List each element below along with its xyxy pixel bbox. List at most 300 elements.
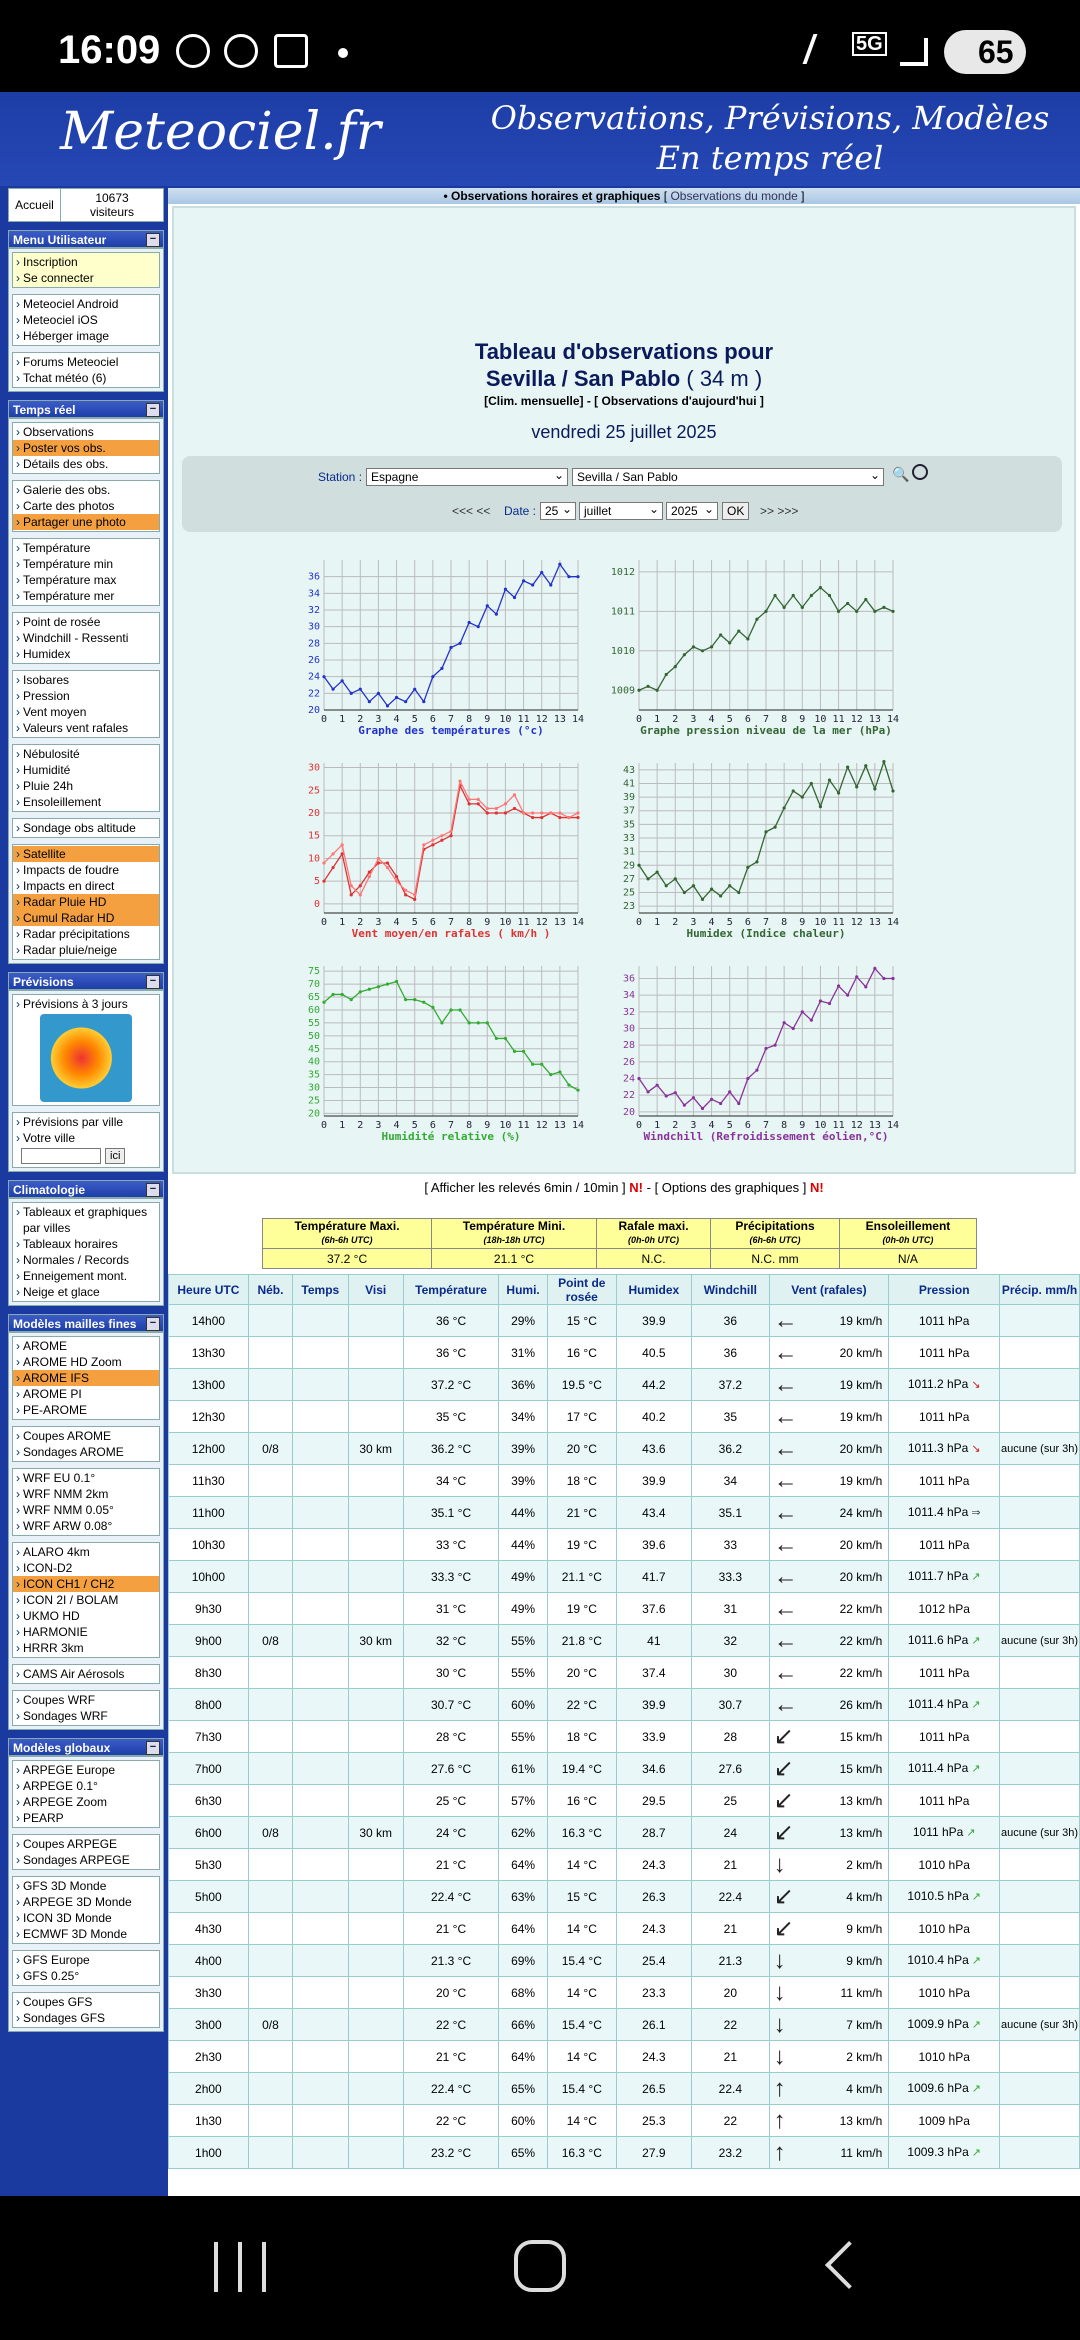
menu-group — [12, 844, 160, 960]
cell-wind — [769, 2137, 889, 2169]
cell-weather — [293, 1593, 348, 1625]
x-tick-label: 6 — [744, 917, 751, 928]
menu-group — [12, 744, 160, 812]
x-tick-label: 1 — [339, 1120, 346, 1131]
menu-item[interactable]: › Coupes GFS — [13, 1994, 159, 2010]
new-badge: N! — [629, 1180, 644, 1195]
data-point — [468, 621, 471, 624]
menu-item[interactable]: › Prévisions par ville — [13, 1114, 159, 1130]
cell-humidity: 34% — [499, 1401, 548, 1433]
data-point — [350, 884, 353, 887]
cell-humidex: 24.3 — [616, 1913, 691, 1945]
menu-group — [12, 1690, 160, 1726]
menu-item[interactable]: › ALARO 4km — [13, 1544, 159, 1560]
menu-item[interactable]: › Radar Pluie HD — [13, 894, 159, 910]
city-input[interactable] — [21, 1148, 101, 1164]
menu-item[interactable]: › Meteociel iOS — [13, 312, 159, 328]
menu-item[interactable]: › PEARP — [13, 1810, 159, 1826]
recent-apps-button[interactable] — [214, 2242, 266, 2292]
menu-item[interactable]: › Humidité — [13, 762, 159, 778]
data-point — [891, 610, 894, 613]
menu-item[interactable]: › Vent moyen — [13, 704, 159, 720]
data-point — [837, 791, 840, 794]
menu-item[interactable]: › Impacts en direct — [13, 878, 159, 894]
year-select[interactable]: 2025 ⌄ — [666, 502, 718, 520]
cell-pressure — [889, 1593, 1000, 1625]
cell-wind — [769, 1881, 889, 1913]
menu-item[interactable]: › WRF ARW 0.08° — [13, 1518, 159, 1534]
menu-item[interactable]: › AROME — [13, 1338, 159, 1354]
cell-dewpoint: 14 °C — [547, 2105, 616, 2137]
menu-item[interactable]: › Température min — [13, 556, 159, 572]
day-select[interactable]: 25 ⌄ — [540, 502, 576, 520]
pressure-value: 1011.6 hPa — [907, 1633, 969, 1647]
menu-item[interactable]: › Galerie des obs. — [13, 482, 159, 498]
data-point — [431, 1006, 434, 1009]
summary-header — [839, 1219, 976, 1249]
x-tick-label: 8 — [781, 1120, 788, 1131]
data-point — [377, 985, 380, 988]
cell-nebulosity: 0/8 — [248, 1625, 292, 1657]
data-point — [486, 807, 489, 810]
today-obs-link[interactable]: [ Observations d'aujourd'hui ] — [594, 394, 764, 408]
y-tick-label: 29 — [622, 860, 635, 872]
menu-item[interactable]: › Pluie 24h — [13, 778, 159, 794]
menu-item[interactable]: › Meteociel Android — [13, 296, 159, 312]
menu-item[interactable]: › ICON 3D Monde — [13, 1910, 159, 1926]
cell-dewpoint: 15.4 °C — [547, 1945, 616, 1977]
wind-speed: 19 km/h — [839, 1313, 883, 1328]
menu-panel-previsions — [8, 990, 164, 1172]
menu-panel-globaux — [8, 1756, 164, 2032]
menu-item[interactable]: › Coupes AROME — [13, 1428, 159, 1444]
cell-humidity: 55% — [499, 1625, 548, 1657]
menu-item[interactable]: › Valeurs vent rafales — [13, 720, 159, 736]
cell-temperature: 36 °C — [403, 1305, 498, 1337]
data-point — [801, 795, 804, 798]
menu-item[interactable]: › AROME PI — [13, 1386, 159, 1402]
cell-time: 6h00 — [169, 1817, 249, 1849]
data-point — [701, 649, 704, 652]
home-link[interactable]: Accueil — [9, 189, 61, 221]
data-point — [719, 1102, 722, 1105]
cell-nebulosity — [248, 1593, 292, 1625]
cell-visibility — [348, 1401, 403, 1433]
cell-time: 4h00 — [169, 1945, 249, 1977]
x-tick-label: 5 — [411, 714, 418, 725]
menu-item[interactable]: › Sondages GFS — [13, 2010, 159, 2026]
cell-humidity: 39% — [499, 1465, 548, 1497]
menu-item[interactable]: › Inscription — [13, 254, 159, 270]
data-point — [846, 765, 849, 768]
data-point — [792, 594, 795, 597]
summary-value: N/A — [839, 1249, 976, 1269]
data-point — [486, 811, 489, 814]
data-point — [683, 1104, 686, 1107]
display-6min-link[interactable]: [ Afficher les relevés 6min / 10min ] — [424, 1180, 626, 1195]
y-tick-label: 23 — [622, 901, 635, 913]
menu-item[interactable]: › Sondage obs altitude — [13, 820, 159, 836]
x-tick-label: 10 — [814, 714, 827, 725]
table-row — [169, 1753, 1080, 1785]
cell-visibility — [348, 1977, 403, 2009]
cell-dewpoint: 21.1 °C — [547, 1561, 616, 1593]
data-point — [773, 594, 776, 597]
y-tick-label: 36 — [622, 973, 635, 985]
cell-visibility — [348, 1753, 403, 1785]
data-point — [719, 894, 722, 897]
cell-temperature: 30.7 °C — [403, 1689, 498, 1721]
cell-humidity: 64% — [499, 1849, 548, 1881]
menu-item[interactable]: › GFS 0.25° — [13, 1968, 159, 1984]
clim-mensuelle-link[interactable]: [Clim. mensuelle] — [484, 394, 584, 408]
date-nav-prev[interactable]: <<< << — [452, 504, 491, 518]
menu-item[interactable]: › HARMONIE — [13, 1624, 159, 1640]
pressure-value: 1009 hPa — [918, 2113, 970, 2128]
pressure-value: 1009.9 hPa — [907, 2017, 969, 2031]
page-title — [174, 338, 1074, 392]
menu-item[interactable]: › Radar pluie/neige — [13, 942, 159, 958]
cell-wind — [769, 2041, 889, 2073]
data-point — [549, 1073, 552, 1076]
menu-item[interactable]: › Humidex — [13, 646, 159, 662]
x-tick-label: 2 — [357, 917, 364, 928]
data-point — [819, 805, 822, 808]
menu-group — [12, 670, 160, 738]
wind-direction-icon: ↓ — [773, 2042, 786, 2070]
cell-temperature: 33.3 °C — [403, 1561, 498, 1593]
menu-item[interactable]: › Sondages ARPEGE — [13, 1852, 159, 1868]
cell-weather — [293, 1529, 348, 1561]
x-tick-label: 0 — [635, 917, 643, 928]
cell-dewpoint: 14 °C — [547, 1977, 616, 2009]
search-icon[interactable]: 🔍 — [892, 466, 910, 482]
menu-item[interactable]: › Carte des photos — [13, 498, 159, 514]
menu-item[interactable]: › Prévisions à 3 jours — [13, 996, 159, 1012]
menu-item[interactable]: › GFS Europe — [13, 1952, 159, 1968]
cell-pressure — [889, 1369, 1000, 1401]
cell-humidex: 26.5 — [616, 2073, 691, 2105]
menu-item[interactable]: › Nébulosité — [13, 746, 159, 762]
data-point — [665, 884, 668, 887]
menu-item[interactable]: › Coupes WRF — [13, 1692, 159, 1708]
data-point — [646, 877, 649, 880]
menu-group — [12, 612, 160, 664]
y-tick-label: 26 — [307, 655, 320, 666]
cell-time: 7h30 — [169, 1721, 249, 1753]
home-button[interactable] — [514, 2240, 566, 2292]
visitor-label: visiteurs — [89, 205, 134, 219]
menu-item[interactable]: › Détails des obs. — [13, 456, 159, 472]
station-select[interactable]: Sevilla / San Pablo ⌄ — [572, 468, 884, 486]
x-tick-label: 5 — [411, 1120, 418, 1131]
menu-panel-temps-reel — [8, 418, 164, 964]
data-point — [882, 977, 885, 980]
x-tick-label: 2 — [672, 714, 679, 725]
data-point — [540, 811, 543, 814]
cell-weather — [293, 1561, 348, 1593]
france-forecast-map[interactable] — [40, 1014, 132, 1102]
menu-item[interactable]: › Radar précipitations — [13, 926, 159, 942]
y-tick-label: 5 — [313, 876, 320, 888]
data-point — [737, 629, 740, 632]
data-point — [359, 688, 362, 691]
cell-precipitation — [1000, 1657, 1080, 1689]
cell-humidex: 40.2 — [616, 1401, 691, 1433]
cell-weather — [293, 2105, 348, 2137]
y-tick-label: 22 — [307, 688, 320, 700]
menu-item[interactable]: › AROME HD Zoom — [13, 1354, 159, 1370]
menu-item[interactable]: › Température mer — [13, 588, 159, 604]
menu-item[interactable]: › ICON-D2 — [13, 1560, 159, 1576]
cell-wind — [769, 1497, 889, 1529]
menu-title-climatologie[interactable]: Climatologie − — [8, 1180, 164, 1198]
data-point — [855, 610, 858, 613]
x-tick-label: 14 — [886, 917, 900, 928]
menu-title-mailles-fines[interactable]: Modèles mailles fines − — [8, 1314, 164, 1332]
wind-direction-icon: ← — [773, 1466, 798, 1494]
menu-item[interactable]: › Partager une photo — [13, 514, 159, 530]
x-tick-label: 13 — [868, 714, 881, 725]
pressure-trend-icon: ↗ — [971, 1571, 981, 1583]
menu-title-user[interactable]: Menu Utilisateur − — [8, 230, 164, 248]
cell-time: 11h00 — [169, 1497, 249, 1529]
cell-pressure — [889, 1465, 1000, 1497]
cell-nebulosity — [248, 1561, 292, 1593]
menu-item[interactable]: › Héberger image — [13, 328, 159, 344]
menu-item[interactable]: › Tableaux et graphiques par villes — [13, 1204, 159, 1236]
table-row — [169, 1689, 1080, 1721]
city-search-button[interactable]: ici — [105, 1148, 125, 1164]
y-tick-label: 10 — [307, 853, 320, 865]
cell-temperature: 23.2 °C — [403, 2137, 498, 2169]
x-tick-label: 8 — [466, 714, 473, 725]
menu-item[interactable]: › ECMWF 3D Monde — [13, 1926, 159, 1942]
data-point — [413, 998, 416, 1001]
breadcrumb-world-link[interactable]: Observations du monde — [670, 189, 798, 203]
back-button[interactable] — [825, 2241, 873, 2289]
x-tick-label: 14 — [886, 714, 900, 725]
data-point — [882, 760, 885, 763]
data-point — [891, 789, 894, 792]
cell-weather — [293, 1753, 348, 1785]
cell-precipitation: aucune (sur 3h) — [1000, 1817, 1080, 1849]
cell-visibility — [348, 1913, 403, 1945]
y-tick-label: 28 — [622, 1040, 635, 1052]
menu-item[interactable]: › Pression — [13, 688, 159, 704]
menu-item[interactable]: › HRRR 3km — [13, 1640, 159, 1656]
cell-wind — [769, 1977, 889, 2009]
cell-time: 5h30 — [169, 1849, 249, 1881]
menu-item[interactable]: › ARPEGE 0.1° — [13, 1778, 159, 1794]
column-header: Température — [403, 1275, 498, 1305]
menu-item[interactable]: › ARPEGE Zoom — [13, 1794, 159, 1810]
month-select[interactable]: juillet ⌄ — [579, 502, 663, 520]
data-point — [810, 782, 813, 785]
pressure-trend-icon: ↗ — [966, 1827, 976, 1839]
menu-title-globaux[interactable]: Modèles globaux − — [8, 1738, 164, 1756]
pressure-trend-icon: ↗ — [971, 1891, 981, 1903]
data-point — [665, 1094, 668, 1097]
menu-item[interactable]: › WRF NMM 0.05° — [13, 1502, 159, 1518]
country-select[interactable]: Espagne ⌄ — [366, 468, 568, 486]
data-point — [458, 780, 461, 783]
menu-group — [12, 1834, 160, 1870]
menu-item[interactable]: › Cumul Radar HD — [13, 910, 159, 926]
menu-item[interactable]: › Enneigement mont. — [13, 1268, 159, 1284]
menu-item[interactable]: › Température max — [13, 572, 159, 588]
menu-group — [12, 352, 160, 388]
menu-item[interactable]: › Neige et glace — [13, 1284, 159, 1300]
data-point — [486, 604, 489, 607]
cell-windchill: 20 — [692, 1977, 770, 2009]
menu-title-temps-reel[interactable]: Temps réel − — [8, 400, 164, 418]
table-row — [169, 1945, 1080, 1977]
cell-humidex: 44.2 — [616, 1369, 691, 1401]
menu-item[interactable]: › ARPEGE 3D Monde — [13, 1894, 159, 1910]
table-row — [169, 1977, 1080, 2009]
wind-speed: 24 km/h — [839, 1505, 883, 1520]
cell-visibility — [348, 2041, 403, 2073]
menu-item[interactable]: › ICON CH1 / CH2 — [13, 1576, 159, 1592]
menu-item[interactable]: › AROME IFS — [13, 1370, 159, 1386]
menu-item[interactable]: › Isobares — [13, 672, 159, 688]
menu-item[interactable]: › Tchat météo (6) — [13, 370, 159, 386]
browser-page — [0, 92, 1080, 2196]
data-point — [792, 789, 795, 792]
data-point — [331, 993, 334, 996]
wind-speed: 19 km/h — [839, 1377, 883, 1392]
menu-item[interactable]: › Observations — [13, 424, 159, 440]
data-point — [746, 637, 749, 640]
data-point — [873, 787, 876, 790]
pressure-value: 1009.3 hPa — [907, 2145, 969, 2159]
cell-dewpoint: 14 °C — [547, 2041, 616, 2073]
menu-item[interactable]: › Ensoleillement — [13, 794, 159, 810]
data-point — [891, 977, 894, 980]
cell-time: 8h00 — [169, 1689, 249, 1721]
menu-item[interactable]: › Votre ville — [13, 1130, 159, 1146]
data-point — [368, 700, 371, 703]
menu-title-previsions[interactable]: Prévisions − — [8, 972, 164, 990]
x-tick-label: 4 — [393, 714, 400, 725]
cell-temperature: 36.2 °C — [403, 1433, 498, 1465]
cell-wind — [769, 1625, 889, 1657]
menu-item[interactable]: › Point de rosée — [13, 614, 159, 630]
pressure-trend-icon: ↗ — [971, 1699, 981, 1711]
cell-precipitation — [1000, 1497, 1080, 1529]
menu-item[interactable]: › Impacts de foudre — [13, 862, 159, 878]
menu-item[interactable]: › WRF EU 0.1° — [13, 1470, 159, 1486]
data-point — [513, 807, 516, 810]
y-tick-label: 32 — [622, 1006, 635, 1018]
chart-options-link[interactable]: - [ Options des graphiques ] — [646, 1180, 807, 1195]
cell-weather — [293, 1817, 348, 1849]
cell-humidity: 49% — [499, 1561, 548, 1593]
menu-item[interactable]: › Forums Meteociel — [13, 354, 159, 370]
chart-title: Graphe pression niveau de la mer (hPa) — [640, 724, 892, 737]
data-point — [558, 563, 561, 566]
menu-item[interactable]: › Normales / Records — [13, 1252, 159, 1268]
cell-pressure — [889, 2073, 1000, 2105]
cell-weather — [293, 1305, 348, 1337]
y-tick-label: 45 — [307, 1043, 320, 1055]
ok-button[interactable]: OK — [722, 502, 749, 520]
menu-group — [12, 480, 160, 532]
table-row — [169, 1369, 1080, 1401]
wind-direction-icon: ← — [773, 1690, 798, 1718]
cell-humidity: 44% — [499, 1497, 548, 1529]
cell-pressure — [889, 1305, 1000, 1337]
cell-nebulosity — [248, 1881, 292, 1913]
chart-title: Windchill (Refroidissement éolien,°C) — [643, 1130, 889, 1143]
wind-speed: 9 km/h — [846, 1921, 883, 1936]
menu-item[interactable]: › WRF NMM 2km — [13, 1486, 159, 1502]
menu-item[interactable]: › PE-AROME — [13, 1402, 159, 1418]
wind-direction-icon: ↙ — [773, 1722, 794, 1750]
cell-nebulosity: 0/8 — [248, 2009, 292, 2041]
menu-item[interactable]: › GFS 3D Monde — [13, 1878, 159, 1894]
data-point — [637, 864, 640, 867]
menu-item[interactable]: › ARPEGE Europe — [13, 1762, 159, 1778]
menu-item[interactable]: › Windchill - Ressenti — [13, 630, 159, 646]
cell-dewpoint: 15.4 °C — [547, 2009, 616, 2041]
cell-precipitation — [1000, 1529, 1080, 1561]
summary-header-period: (6h-6h UTC) — [749, 1235, 801, 1245]
x-tick-label: 9 — [799, 917, 806, 928]
pressure-trend-icon: ↘ — [971, 1379, 981, 1391]
cell-temperature: 22 °C — [403, 2009, 498, 2041]
menu-item[interactable]: › Se connecter — [13, 270, 159, 286]
wind-direction-icon: ← — [773, 1562, 798, 1590]
menu-item[interactable]: › Coupes ARPEGE — [13, 1836, 159, 1852]
battery-indicator: 65 — [944, 30, 1026, 74]
wind-direction-icon: ← — [773, 1434, 798, 1462]
menu-item[interactable]: › Sondages AROME — [13, 1444, 159, 1460]
data-point — [458, 1008, 461, 1011]
cell-visibility: 30 km — [348, 1625, 403, 1657]
menu-panel-mailles-fines — [8, 1332, 164, 1730]
menu-item[interactable]: › Poster vos obs. — [13, 440, 159, 456]
menu-item[interactable]: › CAMS Air Aérosols — [13, 1666, 159, 1682]
menu-item[interactable]: › Tableaux horaires — [13, 1236, 159, 1252]
chart-panel — [623, 966, 899, 1143]
wind-speed: 13 km/h — [839, 1825, 883, 1840]
cell-humidex: 29.5 — [616, 1785, 691, 1817]
locate-icon[interactable] — [912, 464, 928, 480]
menu-item[interactable]: › UKMO HD — [13, 1608, 159, 1624]
data-point — [558, 811, 561, 814]
data-point — [882, 606, 885, 609]
cell-temperature: 36 °C — [403, 1337, 498, 1369]
menu-group — [12, 1468, 160, 1536]
cell-weather — [293, 2073, 348, 2105]
y-tick-label: 1012 — [610, 566, 635, 578]
site-logo[interactable]: Meteociel.fr — [60, 102, 381, 162]
menu-item[interactable]: › Température — [13, 540, 159, 556]
chart-panel — [308, 763, 584, 940]
status-time: 16:09 — [58, 28, 161, 72]
cell-nebulosity — [248, 1753, 292, 1785]
data-point — [513, 596, 516, 599]
menu-item[interactable]: › Sondages WRF — [13, 1708, 159, 1724]
x-tick-label: 4 — [708, 917, 715, 928]
menu-item[interactable]: › Satellite — [13, 846, 159, 862]
date-nav-next[interactable]: >> >>> — [760, 504, 799, 518]
data-point — [719, 633, 722, 636]
pressure-value: 1011 hPa — [918, 1409, 970, 1424]
menu-item[interactable]: › ICON 2I / BOLAM — [13, 1592, 159, 1608]
